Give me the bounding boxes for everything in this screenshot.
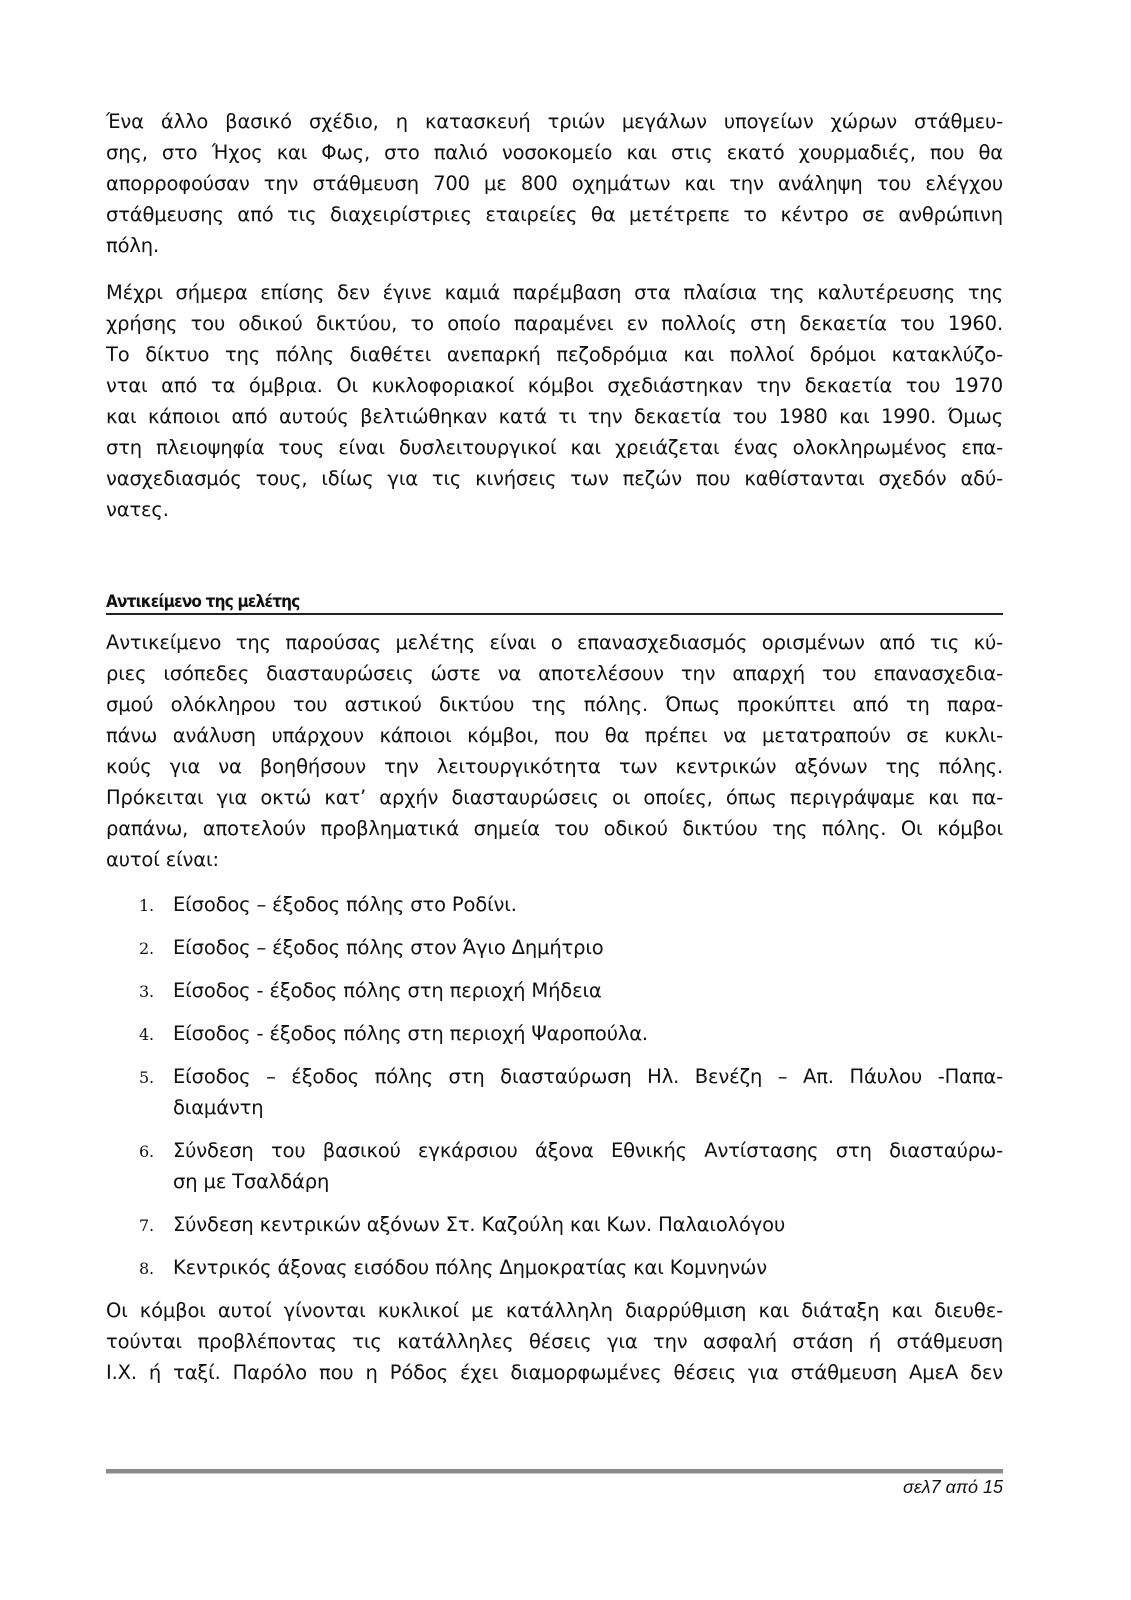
text-line: Μέχρι σήμερα επίσης δεν έγινε καμιά παρέμβαση στα πλαίσια της καλυτέρευσης της — [106, 281, 1003, 304]
text-line: απορροφούσαν την στάθμευση 700 με 800 οχημάτων και την ανάληψη του ελέγχου — [106, 172, 1003, 195]
list-item — [106, 1018, 1003, 1049]
text-line: Αντικείμενο της παρούσας μελέτης είναι ο επανασχεδιασμός ορισμένων από τις κύ- — [106, 631, 1003, 654]
list-number: 6. — [139, 1142, 154, 1161]
list-number: 4. — [139, 1025, 154, 1044]
text-line: κούς για να βοηθήσουν την λειτουργικότητα των κεντρικών αξόνων της πόλης. — [106, 755, 1003, 778]
list-number: 7. — [139, 1216, 154, 1235]
text-line: σμού ολόκληρου του αστικού δικτύου της πόλης. Όπως προκύπτει από τη παρα- — [106, 693, 1003, 716]
text-line: στη πλειοψηφία τους είναι δυσλειτουργικοί και χρειάζεται ένας ολοκληρωμένος επα- — [106, 436, 1003, 459]
text-line: νατες. — [106, 498, 169, 521]
list-item-text: Είσοδος – έξοδος πόλης στο Ροδίνι. — [173, 893, 517, 916]
list-item-text: ση με Τσαλδάρη — [173, 1170, 330, 1193]
list-item-text: Είσοδος - έξοδος πόλης στη περιοχή Μήδεια — [173, 979, 602, 1002]
text-line: Οι κόμβοι αυτοί γίνονται κυκλικοί με κατάλληλη διαρρύθμιση και διάταξη και διευθε- — [106, 1299, 1003, 1322]
text-line: πάνω ανάλυση υπάρχουν κάποιοι κόμβοι, που θα πρέπει να μετατραπούν σε κυκλι- — [106, 724, 1003, 747]
list-item — [106, 975, 1003, 1006]
text-line: αυτοί είναι: — [106, 848, 219, 871]
list-item-text: Είσοδος - έξοδος πόλης στη περιοχή Ψαροπούλα. — [173, 1022, 648, 1045]
text-line: και κάποιοι από αυτούς βελτιώθηκαν κατά τι την δεκαετία του 1980 και 1990. Όμως — [106, 405, 1003, 428]
list-item-text: Κεντρικός άξονας εισόδου πόλης Δημοκρατίας και Κομνηνών — [173, 1256, 768, 1279]
text-line: Το δίκτυο της πόλης διαθέτει ανεπαρκή πεζοδρόμια και πολλοί δρόμοι κατακλύζο- — [106, 343, 1003, 366]
document-page — [106, 106, 1003, 1388]
list-item — [106, 1061, 1003, 1123]
paragraph-closing — [106, 1295, 1003, 1388]
list-number: 8. — [139, 1259, 154, 1278]
page-number: σελ7 από 15 — [903, 1477, 1003, 1497]
text-line: σης, στο Ήχος και Φως, στο παλιό νοσοκομείο και στις εκατό χουρμαδιές, που θα — [106, 141, 1003, 164]
list-item-text: Σύνδεση κεντρικών αξόνων Στ. Καζούλη και Κων. Παλαιολόγου — [173, 1213, 786, 1236]
list-item-text: Σύνδεση του βασικού εγκάρσιου άξονα Εθνικής Αντίστασης στη διασταύρω- — [173, 1139, 1003, 1162]
text-line: ριες ισόπεδες διασταυρώσεις ώστε να αποτελέσουν την απαρχή του επανασχεδια- — [106, 662, 1003, 685]
list-number: 2. — [139, 939, 154, 958]
text-line: νται από τα όμβρια. Οι κυκλοφοριακοί κόμβοι σχεδιάστηκαν την δεκαετία του 1970 — [106, 374, 1003, 397]
list-item — [106, 1209, 1003, 1240]
list-item — [106, 932, 1003, 963]
list-number: 1. — [139, 896, 154, 915]
text-line: Ι.Χ. ή ταξί. Παρόλο που η Ρόδος έχει διαμορφωμένες θέσεις για στάθμευση ΑμεΑ δεν — [106, 1361, 1003, 1384]
junction-list — [106, 889, 1003, 1283]
list-item-text: Είσοδος – έξοδος πόλης στη διασταύρωση Ηλ. Βενέζη – Απ. Πάυλου -Παπα- — [173, 1065, 1003, 1088]
text-line: χρήσης του οδικού δικτύου, το οποίο παραμένει εν πολλοίς στη δεκαετία του 1960. — [106, 312, 1003, 335]
footer-divider — [106, 1469, 1003, 1474]
list-item-text: διαμάντη — [173, 1096, 264, 1119]
text-line: Πρόκειται για οκτώ κατ’ αρχήν διασταυρώσεις οι οποίες, όπως περιγράψαμε και πα- — [106, 786, 1003, 809]
text-line: νασχεδιασμός τους, ιδίως για τις κινήσεις των πεζών που καθίστανται σχεδόν αδύ- — [106, 467, 1003, 490]
list-number: 3. — [139, 982, 154, 1001]
paragraph-parking-plan — [106, 106, 1003, 261]
list-item — [106, 889, 1003, 920]
paragraph-study-objective — [106, 627, 1003, 875]
text-line: τούνται προβλέποντας τις κατάλληλες θέσεις για την ασφαλή στάση ή στάθμευση — [106, 1330, 1003, 1353]
list-item — [106, 1252, 1003, 1283]
text-line: πόλη. — [106, 234, 160, 257]
text-line: Ένα άλλο βασικό σχέδιο, η κατασκευή τριών μεγάλων υπογείων χώρων στάθμευ- — [106, 110, 1003, 133]
list-item-text: Είσοδος – έξοδος πόλης στον Άγιο Δημήτριο — [173, 936, 604, 959]
list-number: 5. — [139, 1068, 154, 1087]
section-heading: Αντικείμενο της μελέτης — [106, 592, 300, 612]
paragraph-road-network — [106, 277, 1003, 525]
text-line: ραπάνω, αποτελούν προβληματικά σημεία του οδικού δικτύου της πόλης. Οι κόμβοι — [106, 817, 1003, 840]
text-line: στάθμευσης από τις διαχειρίστριες εταιρείες θα μετέτρεπε το κέντρο σε ανθρώπινη — [106, 203, 1003, 226]
section-heading-rule — [106, 583, 1003, 615]
list-item — [106, 1135, 1003, 1197]
